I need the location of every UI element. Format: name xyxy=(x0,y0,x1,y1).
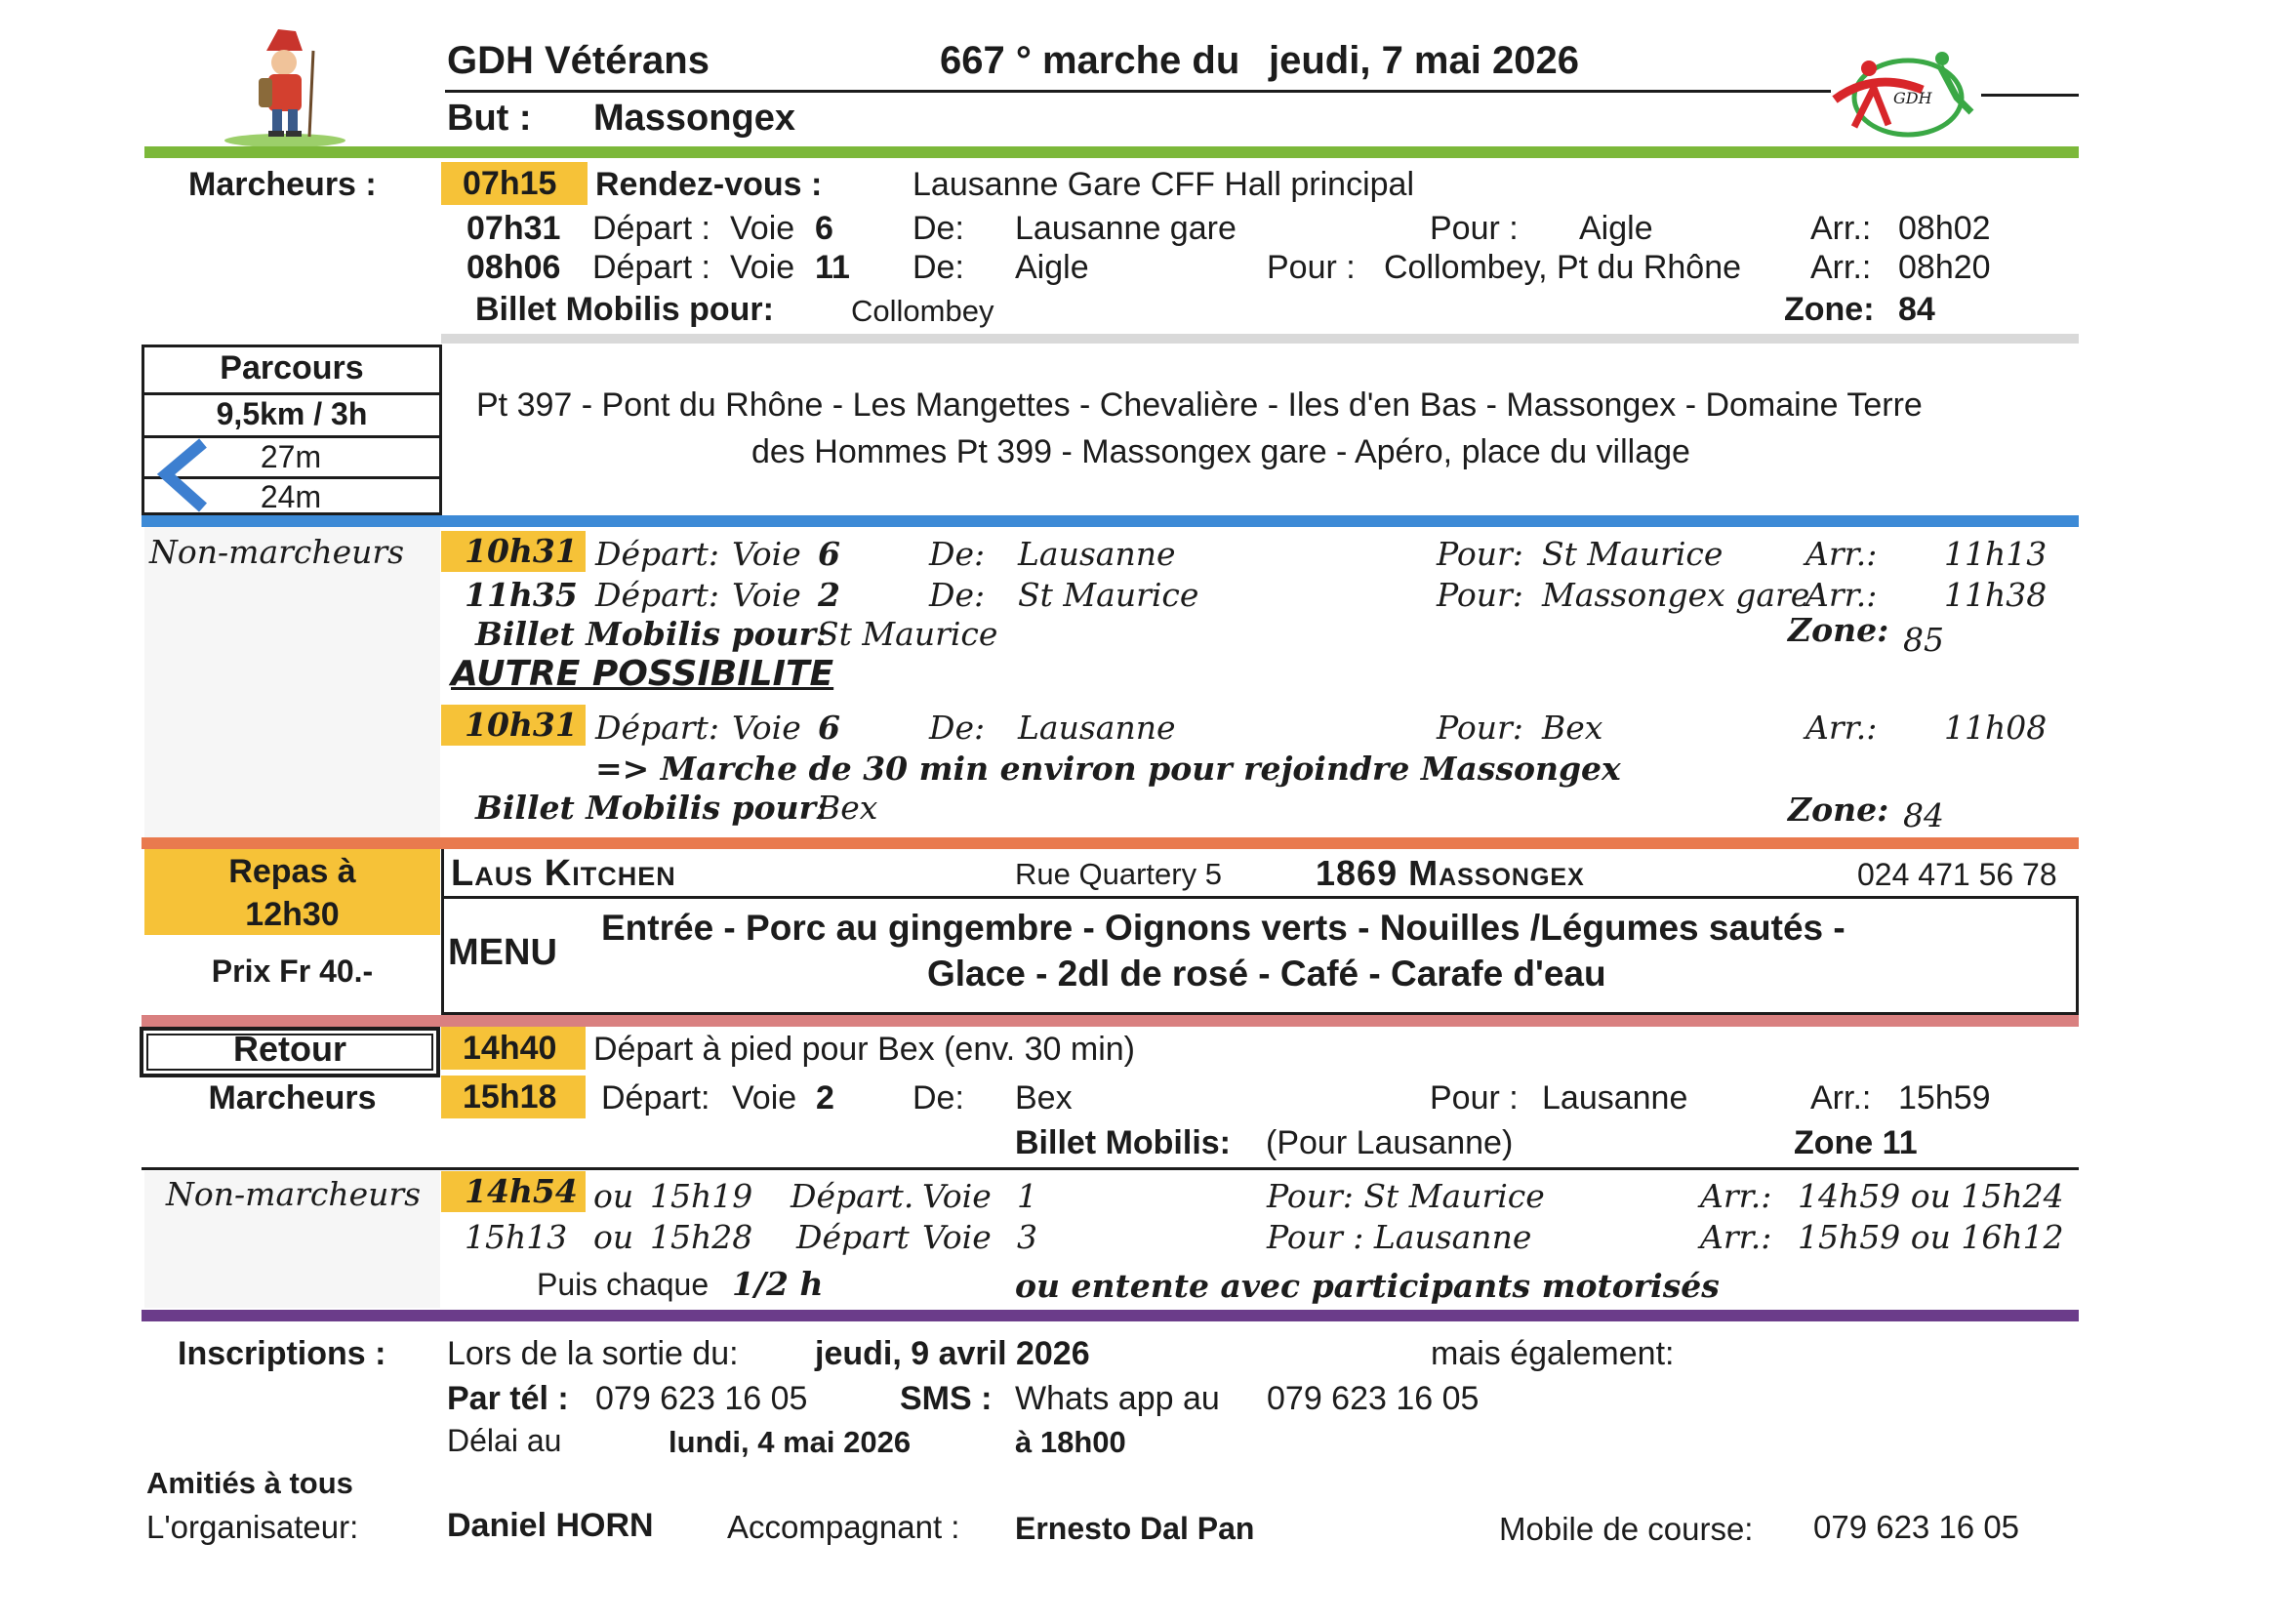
marcheurs-label: Marcheurs : xyxy=(188,166,377,203)
train-arr: 08h20 xyxy=(1898,249,1991,286)
return-depart: Départ. xyxy=(791,1177,914,1215)
rdv-place: Lausanne Gare CFF Hall principal xyxy=(912,166,1415,203)
route-line-1: Pt 397 - Pont du Rhône - Les Mangettes - Chevalière - Iles d'en Bas - Massongex - Domaine Terre xyxy=(476,386,1923,424)
train-voie: 6 xyxy=(818,709,840,747)
nm-time-highlight: 10h31 xyxy=(441,531,586,572)
retour-marcheurs-label: Marcheurs xyxy=(208,1079,377,1116)
train-arr: 15h59 xyxy=(1898,1079,1991,1116)
train-pour: Massongex gare xyxy=(1542,576,1810,614)
return-depart: Départ xyxy=(796,1218,910,1256)
repas-label-line2: 12h30 xyxy=(245,896,340,933)
menu-line1: Entrée - Porc au gingembre - Oignons verts - Nouilles /Légumes sautés - xyxy=(601,908,1845,948)
train-de: Aigle xyxy=(1015,249,1089,286)
return-arr: 14h59 ou 15h24 xyxy=(1798,1177,2064,1215)
menu-label: MENU xyxy=(448,932,557,973)
blue-divider xyxy=(142,515,2079,527)
restaurant-row-box xyxy=(441,849,2079,900)
repas-label-line1: Repas à xyxy=(228,853,356,890)
train-depart: Départ : xyxy=(592,249,710,286)
train-de-label: De: xyxy=(912,249,964,286)
svg-text:GDH: GDH xyxy=(1893,89,1932,107)
train-pour-label: Pour : xyxy=(1267,249,1356,286)
orange-divider xyxy=(142,837,2079,849)
train-time: 07h31 xyxy=(466,210,561,247)
train-de: St Maurice xyxy=(1018,576,1199,614)
header-underline xyxy=(445,90,1831,93)
zone-value: 85 xyxy=(1903,621,1944,659)
train-arr: 08h02 xyxy=(1898,210,1991,247)
train-de: Lausanne xyxy=(1018,535,1176,573)
route-line-2: des Hommes Pt 399 - Massongex gare - Apéro, place du village xyxy=(751,433,1690,470)
billet-value: Collombey xyxy=(851,294,994,328)
amities: Amitiés à tous xyxy=(146,1466,353,1500)
return-voie-label: Voie xyxy=(922,1177,992,1215)
restaurant-address: Rue Quartery 5 xyxy=(1015,857,1222,891)
train-pour-label: Pour: xyxy=(1437,709,1523,747)
train-depart: Départ: xyxy=(595,576,719,614)
train-arr-label: Arr.: xyxy=(1805,535,1878,573)
return-ou: ou xyxy=(593,1218,634,1256)
return-pour: Pour : Lausanne xyxy=(1267,1218,1532,1256)
parcours-divider xyxy=(144,392,439,395)
train-voie: 11 xyxy=(815,249,850,286)
inscriptions-lors-date: jeudi, 9 avril 2026 xyxy=(815,1335,1090,1372)
train-arr-label: Arr.: xyxy=(1810,210,1872,247)
organisateur-label: L'organisateur: xyxy=(146,1509,359,1545)
billet-value: Bex xyxy=(817,789,878,827)
sms-label: SMS : xyxy=(900,1380,993,1417)
restaurant-name: Laus Kitchen xyxy=(451,853,676,894)
pink-divider xyxy=(142,1015,2079,1027)
train-time: 08h06 xyxy=(466,249,561,286)
non-marcheurs-block xyxy=(144,527,440,841)
elevation-arrows-icon xyxy=(152,437,215,513)
train-depart: Départ : xyxy=(592,210,710,247)
header-right-line xyxy=(1981,94,2079,97)
billet-value: St Maurice xyxy=(817,615,998,653)
billet-label: Billet Mobilis pour: xyxy=(475,789,829,827)
train-arr-label: Arr.: xyxy=(1810,1079,1872,1116)
retour-nm-time-highlight: 14h54 xyxy=(441,1171,586,1212)
autre-title: AUTRE POSSIBILITE xyxy=(451,654,834,694)
restaurant-city: 1869 Massongex xyxy=(1316,853,1585,893)
autre-note: => Marche de 30 min environ pour rejoindre Massongex xyxy=(595,750,1621,788)
walk-text: Départ à pied pour Bex (env. 30 min) xyxy=(593,1031,1135,1068)
mobile-label: Mobile de course: xyxy=(1499,1511,1754,1547)
return-time1: 15h13 xyxy=(465,1218,568,1256)
train-pour: Collombey, Pt du Rhône xyxy=(1384,249,1742,286)
accompagnant-name: Ernesto Dal Pan xyxy=(1015,1511,1255,1546)
train-voie-label: Voie xyxy=(732,576,801,614)
whats-number: 079 623 16 05 xyxy=(1267,1380,1480,1417)
whats-label: Whats app au xyxy=(1015,1380,1220,1417)
organisateur-name: Daniel HORN xyxy=(447,1507,654,1544)
train-pour: Lausanne xyxy=(1542,1079,1688,1116)
walk-time: 14h40 xyxy=(441,1027,586,1070)
header-march-date: jeudi, 7 mai 2026 xyxy=(1269,39,1579,82)
restaurant-phone: 024 471 56 78 xyxy=(1857,857,2057,892)
train-voie-label: Voie xyxy=(732,1079,797,1116)
parcours-distance: 9,5km / 3h xyxy=(216,396,368,431)
tel-label: Par tél : xyxy=(447,1380,569,1417)
billet-label: Billet Mobilis pour: xyxy=(475,615,829,653)
train-de-label: De: xyxy=(912,1079,964,1116)
train-voie: 6 xyxy=(818,535,840,573)
zone-label: Zone: xyxy=(1788,611,1889,649)
rdv-time: 07h15 xyxy=(441,162,588,205)
train-de-label: De: xyxy=(929,535,986,573)
return-arr-label: Arr.: xyxy=(1700,1218,1772,1256)
hiker-icon xyxy=(220,21,351,148)
return-time: 15h18 xyxy=(441,1076,586,1118)
train-depart: Départ: xyxy=(595,535,719,573)
billet-label: Billet Mobilis pour: xyxy=(475,291,774,328)
delai-time: à 18h00 xyxy=(1015,1425,1126,1459)
parcours-box xyxy=(142,345,442,515)
train-depart: Départ: xyxy=(601,1079,710,1116)
inscriptions-lors: Lors de la sortie du: xyxy=(447,1335,739,1372)
menu-line2: Glace - 2dl de rosé - Café - Carafe d'eau xyxy=(927,954,1606,994)
retour-billet-value: (Pour Lausanne) xyxy=(1266,1124,1514,1161)
train-pour-label: Pour: xyxy=(1437,576,1523,614)
train-voie-label: Voie xyxy=(732,709,801,747)
parcours-up: 27m xyxy=(260,439,322,474)
train-pour-label: Pour : xyxy=(1430,210,1519,247)
return-arr: 15h59 ou 16h12 xyxy=(1798,1218,2064,1256)
train-voie: 2 xyxy=(816,1079,834,1116)
train-pour-label: Pour: xyxy=(1437,535,1523,573)
train-de-label: De: xyxy=(912,210,964,247)
mobile-number: 079 623 16 05 xyxy=(1813,1509,2020,1545)
train-arr: 11h38 xyxy=(1944,576,2048,614)
train-de: Lausanne xyxy=(1018,709,1176,747)
train-arr: 11h08 xyxy=(1944,709,2048,747)
delai-date: lundi, 4 mai 2026 xyxy=(669,1425,912,1459)
half-hour: 1/2 h xyxy=(732,1265,824,1303)
inscriptions-label: Inscriptions : xyxy=(178,1335,386,1372)
train-pour: Bex xyxy=(1542,709,1603,747)
train-voie: 2 xyxy=(818,576,840,614)
puis-chaque: Puis chaque xyxy=(537,1267,710,1302)
accompagnant-label: Accompagnant : xyxy=(727,1509,960,1545)
zone-label: Zone: xyxy=(1788,791,1889,829)
black-divider xyxy=(142,1167,2079,1170)
train-de: Bex xyxy=(1015,1079,1073,1116)
train-arr-label: Arr.: xyxy=(1810,249,1872,286)
retour-label: Retour xyxy=(233,1029,346,1069)
return-voie: 1 xyxy=(1017,1177,1037,1215)
header-club: GDH Vétérans xyxy=(447,39,710,82)
train-depart: Départ: xyxy=(595,709,719,747)
train-voie: 6 xyxy=(815,210,833,247)
header-but-label: But : xyxy=(447,98,532,139)
tel-number: 079 623 16 05 xyxy=(595,1380,808,1417)
return-voie-label: Voie xyxy=(922,1218,992,1256)
zone-value: 84 xyxy=(1903,796,1944,834)
entente: ou entente avec participants motorisés xyxy=(1015,1267,1720,1305)
grey-divider xyxy=(441,334,2079,344)
parcours-down: 24m xyxy=(260,479,322,514)
return-time2: 15h28 xyxy=(650,1218,753,1256)
return-pour: Pour: St Maurice xyxy=(1267,1177,1545,1215)
train-arr-label: Arr.: xyxy=(1805,709,1878,747)
train-voie-label: Voie xyxy=(732,535,801,573)
retour-billet-label: Billet Mobilis: xyxy=(1015,1124,1231,1161)
autre-time-highlight: 10h31 xyxy=(441,705,586,746)
rdv-label: Rendez-vous : xyxy=(595,166,823,203)
return-time2: 15h19 xyxy=(650,1177,753,1215)
train-pour-label: Pour : xyxy=(1430,1079,1519,1116)
train-pour: Aigle xyxy=(1579,210,1653,247)
train-time: 11h35 xyxy=(465,576,578,614)
train-voie-label: Voie xyxy=(730,210,795,247)
train-arr-label: Arr.: xyxy=(1805,576,1878,614)
zone-value: 84 xyxy=(1898,291,1935,328)
train-de-label: De: xyxy=(929,576,986,614)
return-voie: 3 xyxy=(1017,1218,1037,1256)
return-ou: ou xyxy=(593,1177,634,1215)
return-arr-label: Arr.: xyxy=(1700,1177,1772,1215)
parcours-title: Parcours xyxy=(220,349,364,386)
train-de-label: De: xyxy=(929,709,986,747)
header-march-title: 667 ° marche du xyxy=(940,39,1240,82)
train-pour: St Maurice xyxy=(1542,535,1724,573)
repas-price: Prix Fr 40.- xyxy=(211,954,374,989)
green-divider xyxy=(144,146,2079,158)
purple-divider xyxy=(142,1310,2079,1321)
gdh-logo-icon xyxy=(1825,39,1986,146)
header-but-value: Massongex xyxy=(593,98,795,139)
non-marcheurs-label: Non-marcheurs xyxy=(149,533,405,571)
zone-label: Zone: xyxy=(1784,291,1875,328)
train-de: Lausanne gare xyxy=(1015,210,1237,247)
inscriptions-mais: mais également: xyxy=(1431,1335,1675,1372)
retour-zone: Zone 11 xyxy=(1794,1124,1918,1161)
retour-nm-label: Non-marcheurs xyxy=(166,1175,422,1213)
train-voie-label: Voie xyxy=(730,249,795,286)
delai-label: Délai au xyxy=(447,1423,562,1458)
train-arr: 11h13 xyxy=(1944,535,2048,573)
